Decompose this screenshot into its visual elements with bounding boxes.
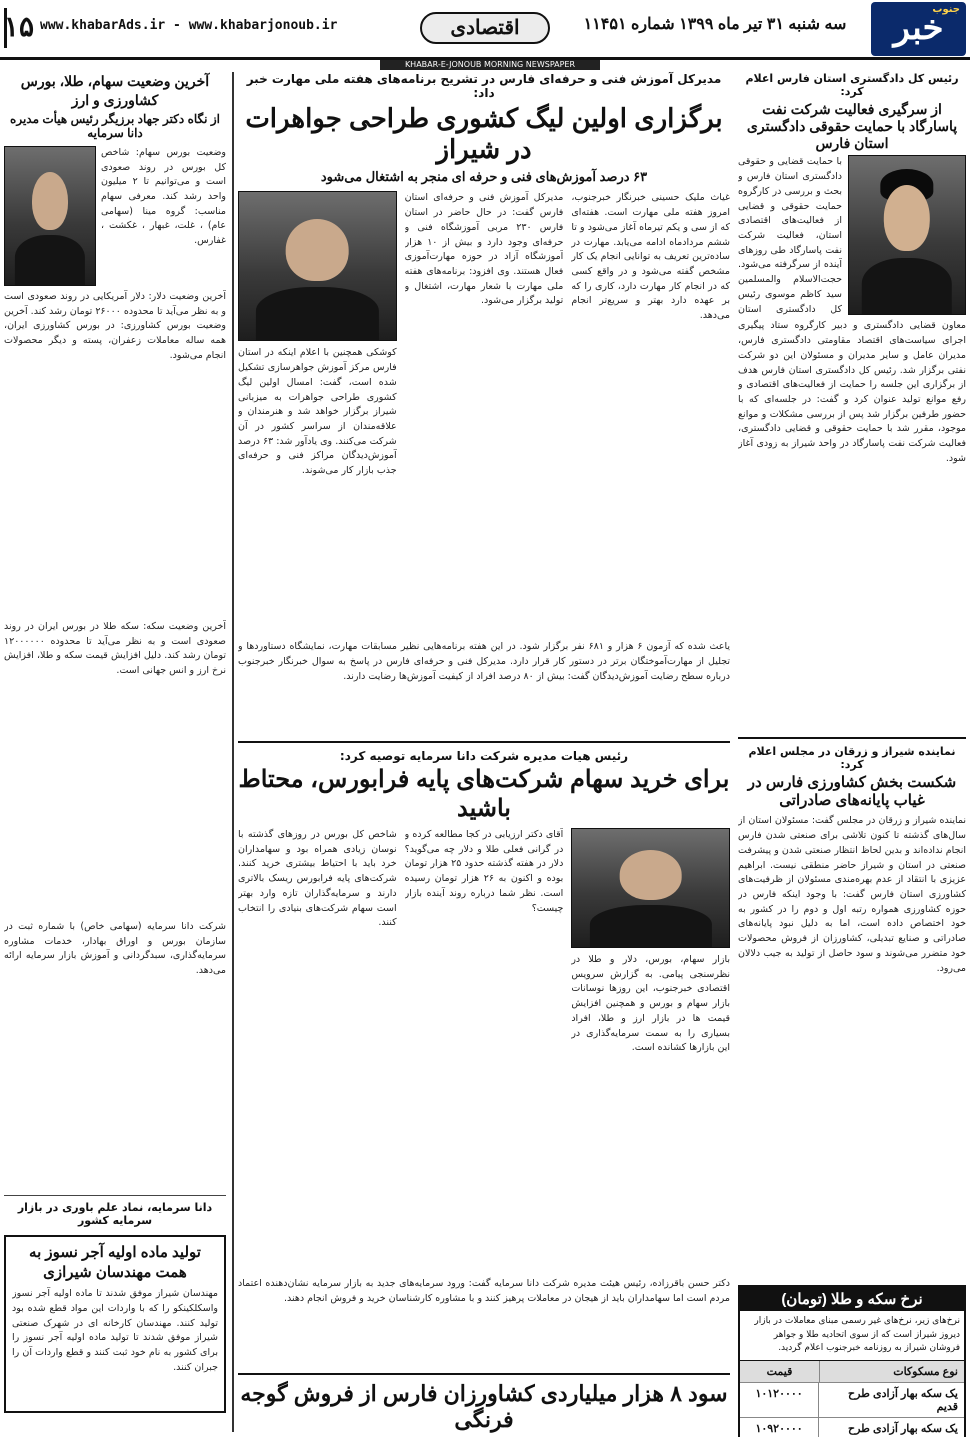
article-stock-advice [238,749,730,1367]
article-headline: برای خرید سهام شرکت‌های پایه فرابورس، محتاط باشید [238,766,730,823]
article-body-intro: وضعیت بورس سهام: شاخص کل بورس در روند صعودی است و می‌توانیم تا ۲ میلیون واحد رشد کند. معرفی سهام مناسب: گروه مینا (سهامی عام) ، غلت، غبهار ، غکشت ، غفارس. [101,146,226,247]
suit-shape [590,905,712,947]
price-table-title: نرخ سکه و طلا (تومان) [740,1287,964,1311]
article-body-col1: غیاث ملیک حسینی خبرنگار خبرجنوب، امروز هفته ملی مهارت است. هفته‌ای که از سی و یکم تیرماه آغاز می‌شود و تا ششم مردادماه ادامه می‌یابد. مهارت در ساده‌ترین تعریف به توانایی انجام یک کار مشخص گفته می‌شود و در واقع کسی که در انجام کار مهارت دارد، کاری را که بر عهده دارد بهتر و سریع‌تر انجام می‌دهد. [571,192,730,322]
article-body-col3: شاخص کل بورس در روزهای گذشته با نوسان زیادی همراه بود و سهامداران خرد باید با احتیاط بیشتری خرید کنند. شرکت‌های پایه فرابورس ریسک بالاتری دارند و سرمایه‌گذاران تازه وارد بهتر است سهام شرکت‌های بنیادی را انتخاب کنند. [237,828,397,929]
cleric-portrait-photo [848,155,966,315]
article-judiciary [738,72,966,731]
article-body-col1: بازار سهام، بورس، دلار و طلا در نظرسنجی پیامی. به گزارش سرویس اقتصادی خبرجنوب، این روزها نوسانات بازار سهام و بورس و همچنین افزایش قیمت ها در بازار ارز و طلا، افراد بسیاری را به سمت سرمایه‌گذاری در این بازارها کشانده است. [571,953,730,1054]
article-headline: شکست بخش کشاورزی فارس در غیاب پایانه‌های صادراتی [747,774,957,810]
coin-name: یک سکه بهار آزادی طرح [848,1422,958,1435]
table-row [740,1383,964,1418]
col-price-header: قیمت [740,1361,820,1382]
face-shape [32,172,68,230]
coin-price: ۱۰۱۲۰۰۰۰ [740,1383,819,1417]
face-shape [619,850,682,900]
article-body-col2: آقای دکتر ارزیابی در کجا مطالعه کرده و در گرانی فعلی طلا و دلار چه می‌گوید؟ دلار در هفته گذشته حدود ۲۵ هزار تومان بوده و اکنون به ۲۶ هزار تومان رسیده است. نظر شما درباره روند آینده بازار چیست؟ [404,828,564,914]
col-name-header: نوع مسکوکات [893,1365,958,1378]
divider [738,737,966,739]
article-subtitle: از نگاه دکتر جهاد برزیگر رئیس هیأت مدیره دانا سرمایه [10,111,220,140]
suit-shape [256,287,378,340]
logo-subtext: جنوب [932,4,960,15]
article-headline: سود ۸ هزار میلیاردی کشاورزان فارس از فروش گوجه فرنگی [240,1380,728,1433]
company-slogan: دانا سرمایه، نماد علم باوری در بازار سرمایه کشور [17,1200,213,1227]
logo-text: خبر [893,8,944,48]
divider [4,1195,226,1196]
gold-coin-price-table [738,1285,966,1437]
article-jewelry-league [238,72,730,735]
article-kicker: رئیس هیات مدیره شرکت دانا سرمایه توصیه کرد: [339,749,629,764]
article-headline: از سرگیری فعالیت شرکت نفت پاسارگاد با حمایت حقوقی دادگستری استان فارس [746,101,958,151]
page-number: ۱۵ [4,8,34,48]
masthead [0,0,970,60]
face-shape [286,219,349,281]
website-urls[interactable]: www.khabarAds.ir - www.khabarjonoub.ir [40,18,338,33]
english-strip: KHABAR-E-JONOUB MORNING NEWSPAPER [380,60,600,70]
price-table-header [740,1361,964,1383]
article-body: آخرین وضعیت سکه: سکه طلا در بورس ایران در روند صعودی است و به نظر می‌آید تا محدوده ۱۲۰۰۰۰۰۰ تومان رشد کند. دلیل افزایش قیمت سکه و طلا، افزایش نرخ ارز و انس جهانی است. [4,620,226,676]
analyst-portrait-photo [571,828,730,948]
article-agriculture [738,745,966,1279]
article-body: مهندسان شیراز موفق شدند تا ماده اولیه آجر نسوز واسکلکینکو را که با واردات این مواد قطع شده بود تولید کنند. مهندسان کارخانه ای در شهرک صنعتی شیراز موفق شدند تا تولید ماده اولیه آجر نسوز را برای کشور به نام خود ثبت کنند و قطع واردات آن را جبران کنند. [12,1288,218,1373]
article-body: معاون قضایی دادگستری و دبیر کارگروه ستاد پیگیری اجرای سیاست‌های اقتصاد مقاومتی دادگستری فارس، مدیران عامل و سایر مدیران و مسئولان این دو شرکت نفتی برگزار شد. رئیس کل دادگستری استان فارس هدف از برگزاری این جلسه را حمایت از فعالیت‌های اقتصادی و رفع موانع تولید عنوان کرد و گفت: در جلسه‌ای که با حضور طرفین برگزار شد پس از بررسی مشکلات و موانع موجود، مقرر شد با حمایت حقوقی و قضایی دادگستری، فعالیت شرکت نفت پاسارگاد در واحد شیراز به زودی آغاز شود. [738,320,966,464]
article-kicker: نماینده شیراز و زرقان در مجلس اعلام کرد: [748,745,956,772]
article-headline: تولید ماده اولیه آجر نسوز به همت مهندسان شیرازی [29,1243,201,1282]
article-body-continued: دکتر حسن باقرزاده، رئیس هیئت مدیره شرکت دانا سرمایه گفت: ورود سرمایه‌های جدید به بازار سرمایه نشان‌دهنده اعتماد مردم است اما سهامداران باید از هیجان در معاملات پرهیز کنند و با مشاوره کارشناسان خرید و فروش انجام دهند. [238,1277,730,1304]
issue-date: سه شنبه ۳۱ تیر ماه ۱۳۹۹ شماره ۱۱۴۵۱ [583,16,847,33]
left-column [4,72,234,1432]
coin-name: یک سکه بهار آزادی طرح قدیم [848,1387,958,1413]
middle-column [238,72,730,1432]
divider [238,741,730,743]
article-kicker: مدیرکل آموزش فنی و حرفه‌ای فارس در تشریح برنامه‌های هفته ملی مهارت خبر داد: [246,72,722,100]
section-label: اقتصادی [420,12,550,44]
robe-shape [862,258,952,315]
article-body-continued: یاعث شده که آزمون ۶ هزار و ۶۸۱ نفر برگزار شود. در این هفته برنامه‌هایی نظیر مسابقات مهارت، نمایشگاه دستاوردها و تجلیل از مهارت‌آموختگان برتر در دستور کار قرار دارد. مدیرکل فنی و حرفه‌ای فارس در پاسخ به سوال خبرنگار خبرجنوب درباره سطح رضایت آموزش‌دیدگان گفت: بیش از ۸۰ درصد افراد از کیفیت آموزش‌ها رضایت دارند. [238,641,730,682]
article-body: نماینده شیراز و زرقان در مجلس گفت: مسئولان استان از سال‌های گذشته تا کنون تلاشی برای صنعتی شدن فارس انجام نداده‌اند و بدین لحاظ انتظار صنعتی شدن و پیشرفت صنعتی در استان و شیراز حاضر منطقی نیست. ابراهیم عزیزی با انتقاد از عدم بهره‌مندی مسئولان از ظرفیت‌های کشاورزی استان فارس گفت: با وجود اینکه فارس در حوزه کشاورزی همواره رتبه اول و دوم را در کشور به خود اختصاص داده است، اما به دلیل نبود پایانه‌های صادراتی و صنایع تبدیلی، کشاورزان از فروش محصولات خود متضرر می‌شوند و سود حاصل از تولید به جیب دلالان می‌رود. [738,815,966,974]
article-body-col3: کوشکی همچنین با اعلام اینکه در استان فارس مرکز آموزش جواهرسازی تشکیل شده است، گفت: امسال اولین لیگ کشوری طراحی جواهرات به میزبانی شیراز برگزار خواهد شد و هنرمندان و علاقه‌مندان از سراسر کشور در آن شرکت می‌کنند. وی یادآور شد: ۶۳ درصد آموزش‌دیدگان مراکز فنی و حرفه‌ای جذب بازار کار می‌شوند. [237,347,397,477]
article-kicker: رئیس کل دادگستری استان فارس اعلام کرد: [745,72,959,98]
table-row [740,1418,964,1437]
suit-shape [15,235,85,285]
article-body: آخرین وضعیت دلار: دلار آمریکایی در روند صعودی است و به نظر می‌آید تا محدوده ۲۶۰۰۰ تومان رشد کند. آخرین وضعیت بورس کشاورزی: در بورس کشاورزی ایران، همه ساله معاملات زعفران، پسته و دیگر محصولات انجام می‌شود. [4,290,226,361]
coin-price: ۱۰۹۲۰۰۰۰ [740,1418,819,1437]
article-headline: آخرین وضعیت سهام، طلا، بورس کشاورزی و ارز [20,73,210,108]
article-subhead: ۶۳ درصد آموزش‌های فنی و حرفه ای منجر به اشتغال می‌شود [320,169,648,185]
analyst-portrait-photo [4,146,96,286]
article-headline: برگزاری اولین لیگ کشوری طراحی جواهرات در شیراز [245,103,723,165]
newspaper-logo[interactable] [871,2,966,56]
right-column [738,72,966,1435]
article-body: شرکت دانا سرمایه (سهامی خاص) با شماره ثبت در سازمان بورس و اوراق بهادار، خدمات مشاوره سرمایه‌گذاری، سبدگردانی و آموزش بازار سرمایه ارائه می‌دهد. [4,920,226,976]
price-table-note: نرخ‌های زیر، نرخ‌های غیر رسمی مبنای معاملات در بازار دیروز شیراز است که از سوی اتحادیه طلا و جواهر فروشان شیراز به روزنامه خبرجنوب اعلام گردید. [740,1311,964,1361]
article-lead: با حمایت قضایی و حقوقی دادگستری استان فارس و بحث و بررسی در کارگروه حمایت حقوقی و قضایی از فعالیت‌های اقتصادی استان، فعالیت شرکت نفت پاسارگاد طی روزهای آینده از سرگرفته می‌شود. حجت‌الاسلام والمسلمین سید کاظم موسوی رئیس کل دادگستری استان [738,156,842,315]
divider [238,1373,730,1375]
official-portrait-photo [238,191,397,341]
article-refractory-brick [4,1235,226,1414]
face-shape [884,185,930,251]
article-tomato-profit [238,1381,730,1437]
article-body-col2: مدیرکل آموزش فنی و حرفه‌ای استان فارس گفت: در حال حاضر در استان فارس ۲۳۰ مربی آموزشگاه فنی و حرفه‌ای وجود دارد و بیش از ۱۰ هزار آموزشگاه آزاد در حوزه مهارت‌آموزی فعال هستند. وی افزود: برنامه‌های هفته ملی مهارت با شعار مهارت، اشتغال و تولید برگزار می‌شود. [404,192,564,307]
article-market-overview [4,72,226,1227]
